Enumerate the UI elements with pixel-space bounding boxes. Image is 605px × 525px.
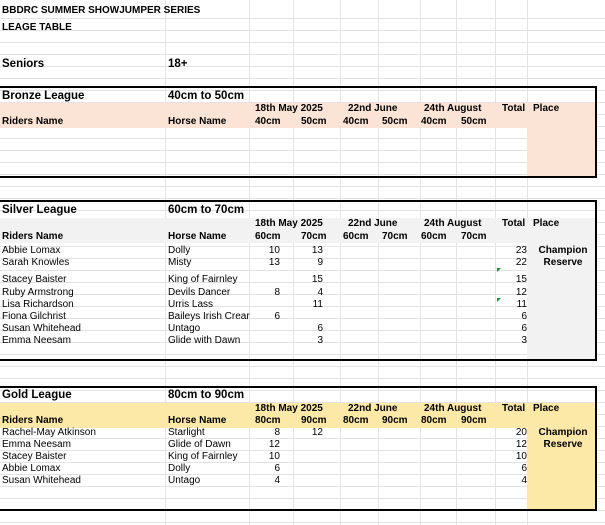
date-header: 18th May 2025 bbox=[255, 103, 323, 114]
cell-horse: Glide of Dawn bbox=[168, 439, 231, 450]
cell-rider: Emma Neesam bbox=[2, 335, 71, 346]
cell-total: 3 bbox=[521, 335, 527, 346]
place-header: Place bbox=[533, 103, 560, 114]
cell-rider: Susan Whitehead bbox=[2, 475, 81, 486]
cell-total: 12 bbox=[515, 287, 527, 298]
size-header: 70cm bbox=[301, 231, 327, 242]
size-header: 70cm bbox=[461, 231, 487, 242]
cell-rider: Stacey Baister bbox=[2, 274, 67, 285]
size-header: 60cm bbox=[343, 231, 369, 242]
sheet-subtitle: LEAGE TABLE bbox=[2, 22, 72, 33]
size-header: 50cm bbox=[382, 116, 408, 127]
cell-s2: 13 bbox=[311, 245, 323, 256]
cell-s1: 8 bbox=[274, 287, 280, 298]
cell-rider: Ruby Armstrong bbox=[2, 287, 74, 298]
cell-s1: 12 bbox=[268, 439, 280, 450]
league-title: Gold League bbox=[2, 389, 72, 401]
league-title: Bronze League bbox=[2, 90, 85, 102]
cell-horse: Dolly bbox=[168, 245, 191, 256]
cell-s1: 6 bbox=[274, 463, 280, 474]
date-header: 22nd June bbox=[348, 403, 398, 414]
size-header: 80cm bbox=[421, 415, 447, 426]
size-header: 80cm bbox=[343, 415, 369, 426]
cell-rider: Emma Neesam bbox=[2, 439, 71, 450]
cell-s1: 10 bbox=[268, 451, 280, 462]
grid-row-line bbox=[0, 78, 605, 79]
cell-s2: 11 bbox=[312, 299, 323, 310]
size-header: 60cm bbox=[255, 231, 281, 242]
cell-horse: Dolly bbox=[168, 463, 191, 474]
silver-place-fill bbox=[527, 218, 595, 359]
size-header: 90cm bbox=[301, 415, 327, 426]
cell-total: 22 bbox=[515, 257, 527, 268]
size-header: 60cm bbox=[421, 231, 447, 242]
cell-note-marker bbox=[497, 268, 501, 272]
cell-s1: 13 bbox=[268, 257, 280, 268]
league-heights: 80cm to 90cm bbox=[168, 389, 245, 401]
cell-s2: 15 bbox=[311, 274, 323, 285]
horse-column-header: Horse Name bbox=[168, 415, 227, 426]
cell-place: Reserve bbox=[543, 257, 583, 268]
cell-total: 6 bbox=[521, 323, 527, 334]
cell-rider: Abbie Lomax bbox=[2, 463, 61, 474]
cell-s2: 12 bbox=[311, 427, 323, 438]
place-header: Place bbox=[533, 218, 560, 229]
cell-s1: 10 bbox=[268, 245, 280, 256]
cell-horse: Urris Lass bbox=[168, 299, 214, 310]
cell-horse: Devils Dancer bbox=[168, 287, 231, 298]
cell-total: 6 bbox=[521, 311, 527, 322]
cell-horse: Misty bbox=[168, 257, 192, 268]
date-header: 24th August bbox=[424, 103, 482, 114]
league-heights: 40cm to 50cm bbox=[168, 90, 245, 102]
gold-place-fill bbox=[527, 403, 595, 509]
grid-row-line bbox=[0, 54, 605, 55]
cell-s2: 9 bbox=[317, 257, 323, 268]
cell-horse: Baileys Irish Crear bbox=[168, 311, 250, 322]
rider-column-header: Riders Name bbox=[2, 231, 64, 242]
horse-column-header: Horse Name bbox=[168, 231, 227, 242]
cell-rider: Sarah Knowles bbox=[2, 257, 70, 268]
cell-place: Champion bbox=[538, 427, 588, 438]
cell-place: Champion bbox=[538, 245, 588, 256]
size-header: 40cm bbox=[343, 116, 369, 127]
cell-rider: Susan Whitehead bbox=[2, 323, 81, 334]
size-header: 40cm bbox=[255, 116, 281, 127]
date-header: 24th August bbox=[424, 218, 482, 229]
grid-row-line bbox=[0, 198, 605, 199]
sheet-title: BBDRC SUMMER SHOWJUMPER SERIES bbox=[2, 5, 201, 16]
cell-s1: 6 bbox=[274, 311, 280, 322]
bronze-league-section bbox=[0, 86, 597, 178]
cell-rider: Lisa Richardson bbox=[2, 299, 74, 310]
size-header: 90cm bbox=[461, 415, 487, 426]
cell-rider: Stacey Baister bbox=[2, 451, 67, 462]
grid-row-line bbox=[0, 522, 605, 523]
cell-note-marker bbox=[497, 298, 501, 302]
place-header: Place bbox=[533, 403, 560, 414]
size-header: 50cm bbox=[461, 116, 487, 127]
total-header: Total bbox=[502, 103, 526, 114]
rider-column-header: Riders Name bbox=[2, 415, 64, 426]
cell-horse: Untago bbox=[168, 323, 201, 334]
size-header: 70cm bbox=[382, 231, 408, 242]
grid-row-line bbox=[0, 30, 605, 31]
cell-total: 20 bbox=[515, 427, 527, 438]
cell-rider: Rachel-May Atkinson bbox=[2, 427, 96, 438]
league-title: Silver League bbox=[2, 204, 77, 216]
horse-column-header: Horse Name bbox=[168, 116, 227, 127]
grid-row-line bbox=[0, 378, 605, 379]
cell-total: 11 bbox=[516, 299, 527, 310]
size-header: 50cm bbox=[301, 116, 327, 127]
cell-rider: Abbie Lomax bbox=[2, 245, 61, 256]
total-header: Total bbox=[502, 403, 526, 414]
cell-s2: 3 bbox=[317, 335, 323, 346]
cell-total: 12 bbox=[515, 439, 527, 450]
cell-rider: Fiona Gilchrist bbox=[2, 311, 66, 322]
grid-row-line bbox=[0, 42, 605, 43]
category-label: Seniors bbox=[2, 58, 45, 70]
cell-s1: 8 bbox=[274, 427, 280, 438]
grid-row-line bbox=[0, 18, 605, 19]
rider-column-header: Riders Name bbox=[2, 116, 64, 127]
size-header: 80cm bbox=[255, 415, 281, 426]
cell-horse: King of Fairnley bbox=[168, 274, 238, 285]
cell-s2: 4 bbox=[317, 287, 323, 298]
league-heights: 60cm to 70cm bbox=[168, 204, 245, 216]
grid-row-line bbox=[0, 366, 605, 367]
cell-horse: Starlight bbox=[168, 427, 205, 438]
cell-total: 10 bbox=[515, 451, 527, 462]
date-header: 22nd June bbox=[348, 218, 398, 229]
size-header: 90cm bbox=[382, 415, 408, 426]
cell-s2: 6 bbox=[317, 323, 323, 334]
cell-horse: King of Fairnley bbox=[168, 451, 238, 462]
cell-total: 23 bbox=[515, 245, 527, 256]
cell-horse: Untago bbox=[168, 475, 201, 486]
total-header: Total bbox=[502, 218, 526, 229]
date-header: 24th August bbox=[424, 403, 482, 414]
grid-row-line bbox=[0, 66, 605, 67]
date-header: 18th May 2025 bbox=[255, 403, 323, 414]
age-group-label: 18+ bbox=[168, 58, 188, 70]
cell-total: 15 bbox=[515, 274, 527, 285]
cell-place: Reserve bbox=[543, 439, 583, 450]
cell-total: 4 bbox=[521, 475, 527, 486]
date-header: 22nd June bbox=[348, 103, 398, 114]
grid-row-line bbox=[0, 186, 605, 187]
date-header: 18th May 2025 bbox=[255, 218, 323, 229]
cell-horse: Glide with Dawn bbox=[168, 335, 241, 346]
size-header: 40cm bbox=[421, 116, 447, 127]
cell-s1: 4 bbox=[274, 475, 280, 486]
cell-total: 6 bbox=[521, 463, 527, 474]
